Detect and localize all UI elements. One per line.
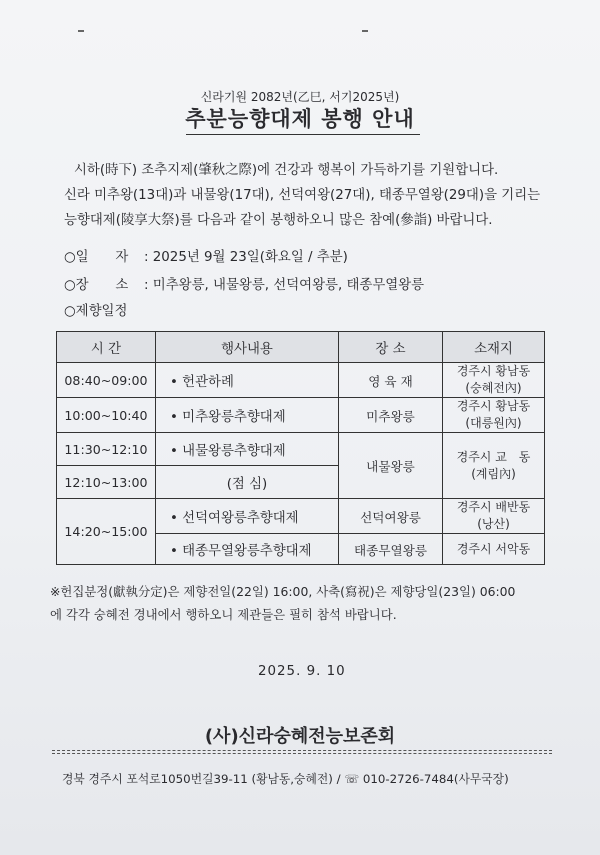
intro-paragraph — [64, 158, 564, 233]
divider-line — [52, 750, 552, 751]
header-address: 소재지 — [443, 332, 545, 363]
row-address — [443, 534, 545, 565]
header-time: 시 간 — [57, 332, 156, 363]
notice-text — [50, 580, 570, 626]
address-line: 경주시 황남동 (대릉원內) — [456, 399, 531, 430]
address-line: 경주시 배반동 (낭산) — [456, 500, 531, 531]
info-date-key: ○일 자 — [64, 250, 129, 265]
issue-date: 2025. 9. 10 — [258, 664, 346, 679]
header-event: 행사내용 — [156, 332, 339, 363]
info-date-value: : 2025년 9월 23일(화요일 / 추분) — [144, 250, 348, 265]
era-subtitle: 신라기원 2082년(乙巳, 서기2025년) — [200, 90, 400, 104]
row-address — [443, 363, 545, 398]
address-line: 경주시 교 동 (계림內) — [456, 449, 531, 481]
info-schedule: ○제향일정 — [64, 304, 128, 319]
schedule-table — [56, 331, 545, 565]
intro-line-3: 능향대제(陵享大祭)를 다음과 같이 봉행하오니 많은 참예(參詣) 바랍니다. — [64, 213, 493, 228]
row-place: 영 육 재 — [339, 363, 443, 398]
table-row — [57, 363, 545, 398]
document-title: 추분능향대제 봉행 안내 — [185, 107, 415, 131]
intro-line-1: 시하(時下) 조추지제(肇秋之際)에 건강과 행복이 가득하기를 기원합니다. — [74, 163, 499, 178]
row-time: 14:20~15:00 — [57, 499, 156, 565]
info-date — [64, 246, 348, 265]
row-address — [443, 499, 545, 534]
row-place: 내물왕릉 — [339, 433, 443, 499]
row-address — [443, 398, 545, 433]
address-line: 경주시 황남동 (숭혜전內) — [456, 364, 531, 395]
table-row — [57, 499, 545, 534]
row-time: 08:40~09:00 — [57, 363, 156, 398]
header-place: 장 소 — [339, 332, 443, 363]
title-underline — [186, 134, 420, 135]
intro-line-2: 신라 미추왕(13대)과 내물왕(17대), 선덕여왕(27대), 태종무열왕(29대)을 기리는 — [64, 188, 541, 203]
row-time: 11:30~12:10 — [57, 433, 156, 466]
punch-mark — [78, 30, 84, 32]
row-time: 10:00~10:40 — [57, 398, 156, 433]
organization-name: (사)신라숭혜전능보존회 — [204, 726, 396, 747]
info-place-value: : 미추왕릉, 내물왕릉, 선덕여왕릉, 태종무열왕릉 — [144, 278, 425, 293]
row-place: 미추왕릉 — [339, 398, 443, 433]
row-address — [443, 433, 545, 499]
address-line: 경주시 서악동 — [456, 541, 531, 556]
table-header-row — [57, 332, 545, 363]
row-event: • 미추왕릉추향대제 — [156, 398, 339, 433]
notice-line-2: 에 각각 숭혜전 경내에서 행하오니 제관들은 필히 참석 바랍니다. — [50, 607, 397, 622]
row-event: • 선덕여왕릉추향대제 — [156, 499, 339, 534]
punch-mark — [362, 30, 368, 32]
info-place-key: ○장 소 — [64, 278, 129, 293]
table-row — [57, 433, 545, 466]
row-place: 태종무열왕릉 — [339, 534, 443, 565]
footer-contact: 경북 경주시 포석로1050번길39-11 (황남동,숭혜전) / ☏ 010-2726-7484(사무국장) — [62, 772, 509, 786]
row-event: • 내물왕릉추향대제 — [156, 433, 339, 466]
row-place: 선덕여왕릉 — [339, 499, 443, 534]
row-time: 12:10~13:00 — [57, 466, 156, 499]
notice-line-1: ※헌집분정(獻執分定)은 제향전일(22일) 16:00, 사축(寫祝)은 제향당일(23일) 06:00 — [50, 584, 516, 599]
row-event: (점 심) — [156, 466, 339, 499]
row-event: • 태종무열왕릉추향대제 — [156, 534, 339, 565]
info-place — [64, 274, 424, 293]
row-event: • 헌관하례 — [156, 363, 339, 398]
divider-line — [52, 753, 552, 754]
table-row — [57, 398, 545, 433]
